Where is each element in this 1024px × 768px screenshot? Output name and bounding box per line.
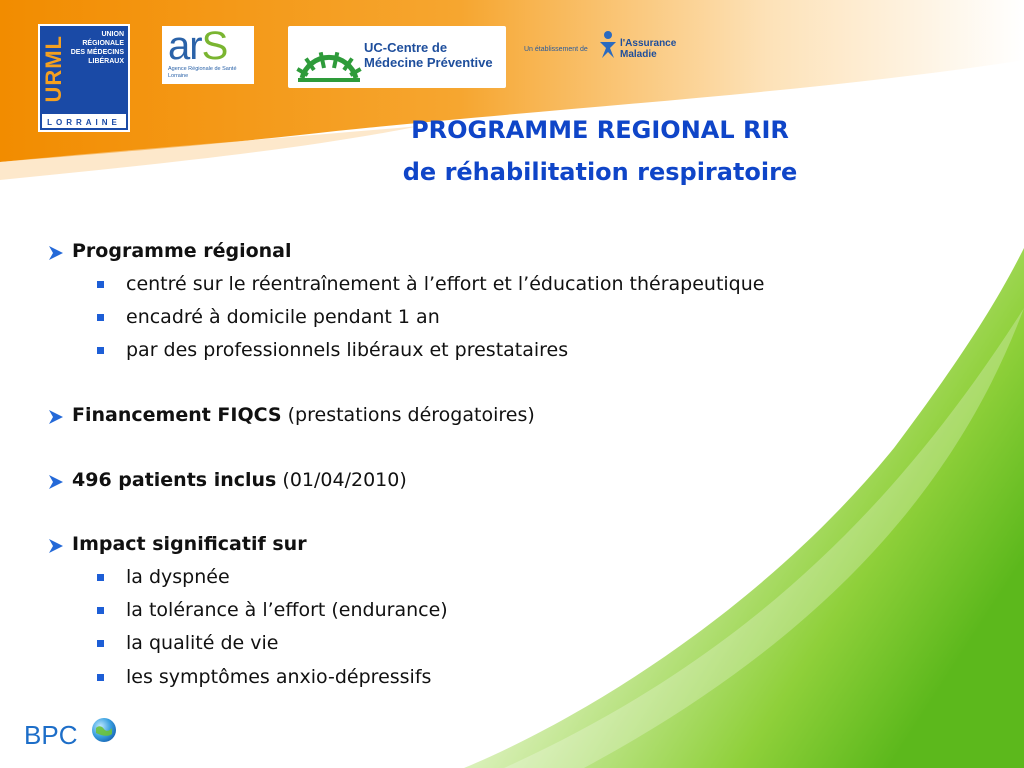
square-bullet-icon [97, 347, 104, 354]
section-note: (prestations dérogatoires) [281, 404, 535, 426]
ars-logo [162, 26, 254, 84]
square-bullet-icon [97, 640, 104, 647]
section-heading-text: Programme régional [72, 240, 292, 262]
urml-lorraine-logo [38, 24, 130, 132]
ars-word-a: ar [168, 24, 202, 68]
section-heading [72, 533, 307, 555]
uc-centre-line2: Médecine Préventive [364, 55, 493, 70]
arrow-bullet-icon [46, 407, 66, 427]
square-bullet-icon [97, 674, 104, 681]
urml-union-text: UNION RÉGIONALE DES MÉDECINS LIBÉRAUX [70, 31, 124, 65]
urml-vertical-text: URML [41, 35, 66, 103]
list-item: centré sur le réentraînement à l’effort et l’éducation thérapeutique [126, 273, 765, 295]
green-swoosh-background [464, 248, 1024, 768]
urml-region-text: LORRAINE [40, 112, 128, 130]
assurance-figure-icon [596, 30, 620, 60]
fan-icon [294, 34, 364, 84]
bpco-text-b: BP [24, 720, 59, 750]
bpco-logo [24, 720, 77, 751]
assurance-name1: l'Assurance [620, 38, 677, 49]
arrow-bullet-icon [46, 243, 66, 263]
square-bullet-icon [97, 281, 104, 288]
arrow-bullet-icon [46, 536, 66, 556]
square-bullet-icon [97, 314, 104, 321]
bpco-text-c: C [58, 720, 78, 750]
page-title-line1: PROGRAMME REGIONAL RIR [411, 116, 789, 144]
section-heading [72, 240, 292, 262]
ars-subtitle: Agence Régionale de Santé Lorraine [168, 66, 237, 79]
assurance-name2: Maladie [620, 49, 657, 60]
globe-icon [90, 716, 118, 744]
square-bullet-icon [97, 607, 104, 614]
list-item: la qualité de vie [126, 632, 279, 654]
page-title-line2: de réhabilitation respiratoire [402, 158, 798, 186]
section-heading-text: 496 patients inclus [72, 469, 277, 491]
assurance-prefix: Un établissement de [524, 46, 588, 53]
square-bullet-icon [97, 574, 104, 581]
arrow-bullet-icon [46, 472, 66, 492]
list-item: encadré à domicile pendant 1 an [126, 306, 440, 328]
assurance-maladie-logo [520, 26, 686, 70]
section-heading-text: Financement FIQCS [72, 404, 282, 426]
section-heading [72, 469, 407, 491]
list-item: la dyspnée [126, 566, 230, 588]
uc-centre-line1: UC-Centre de [364, 40, 448, 55]
section-heading [72, 404, 535, 426]
list-item: les symptômes anxio-dépressifs [126, 666, 432, 688]
uc-centre-logo [288, 26, 506, 88]
ars-word-b: S [201, 24, 228, 68]
list-item: par des professionnels libéraux et prestataires [126, 339, 569, 361]
section-heading-text: Impact significatif sur [72, 533, 307, 555]
list-item: la tolérance à l’effort (endurance) [126, 599, 448, 621]
section-note: (01/04/2010) [276, 469, 407, 491]
